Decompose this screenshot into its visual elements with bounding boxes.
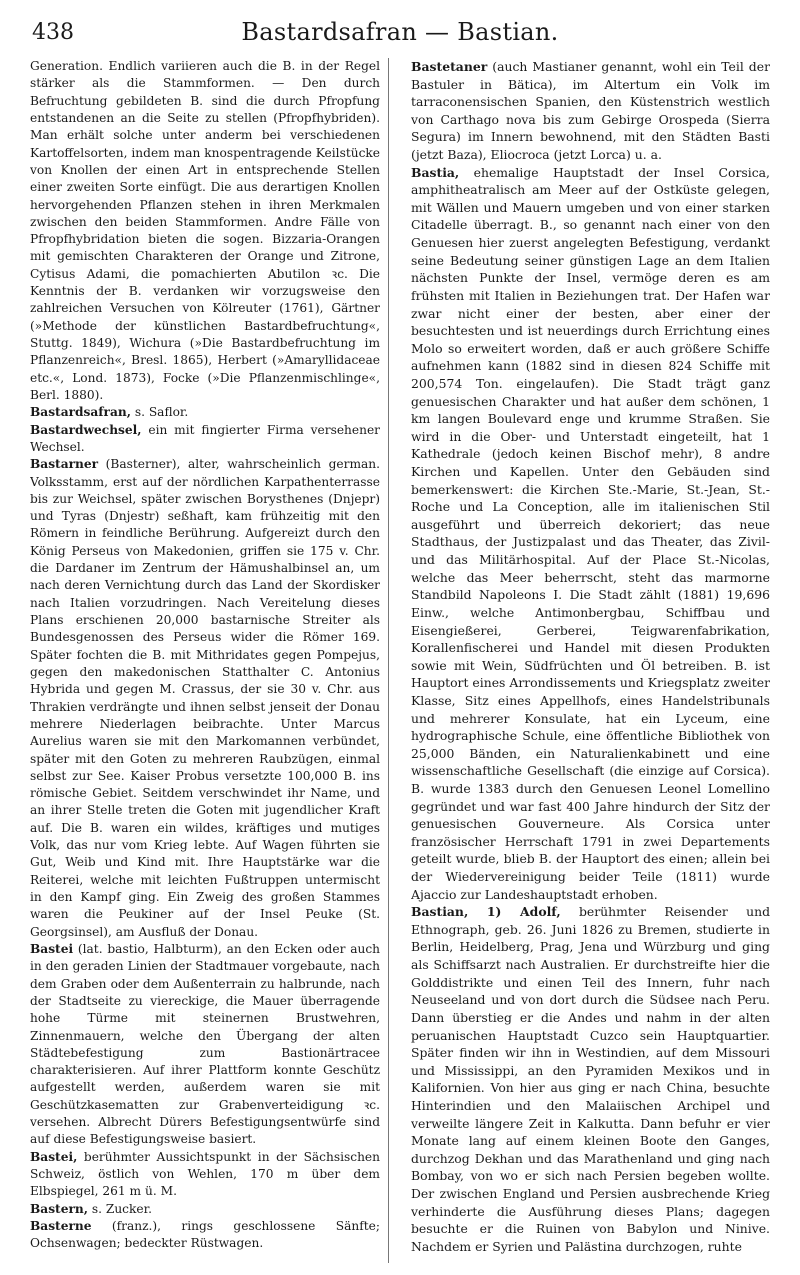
entry-text: (lat. bastio, Halbturm), an den Ecken oder auch in den geraden Linien der Stadtmauer vorgebaute, nach dem Graben oder dem Außenterrain zu halbrunde, nach der Stadtseite zu viereckige, die Mauer überragende hohe Türme mit steinernen Brustwehren, Zinnenmauern, welche den Übergang der alten Städtebefestigung zum Bastionärtracee charakterisieren. Auf ihrer Plattform konnte Geschütz aufgestellt werden, außerdem waren sie mit Geschützkasematten zur Grabenverteidigung ꝛc. versehen. Albrecht Dürers Befestigungsentwürfe sind auf diese Befestigungsweise basiert. xyxy=(30,941,380,1147)
entry-text: s. Zucker. xyxy=(87,1201,152,1216)
dictionary-entry xyxy=(411,903,770,1255)
dictionary-entry xyxy=(30,456,380,941)
entry-text: Generation. Endlich variieren auch die B. in der Regel stärker als die Stammformen. — Den durch Befruchtung gebildeten B. sind die durch Pfropfung entstandenen an die Seite zu stellen (Pfropfhybriden). Man erhält solche unter anderm bei verschiedenen Kartoffelsorten, indem man knospentragende Keilstücke von Knollen der einen Art in entsprechende Stellen einer zweiten Sorte einfügt. Die aus derartigen Knollen hervorgehenden Pflanzen stehen in ihren Merkmalen zwischen den beiden Stammformen. Andre Fälle von Pfropfhybridation bieten die sogen. Bizzaria-Orangen mit gemischten Charakteren der Orange und Zitrone, Cytisus Adami, die pomachierten Abutilon ꝛc. Die Kenntnis der B. verdanken wir vorzugsweise den zahlreichen Versuchen von Kölreuter (1761), Gärtner (»Methode der künstlichen Bastardbefruchtung«, Stuttg. 1849), Wichura (»Die Bastardbefruchtung im Pflanzenreich«, Bresl. 1865), Herbert (»Amaryllidaceae etc.«, Lond. 1873), Focke (»Die Pflanzenmischlinge«, Berl. 1880). xyxy=(30,59,380,402)
entry-headword: Bastern, xyxy=(30,1201,88,1216)
entry-headword: Basterne xyxy=(30,1218,92,1233)
entry-text: ein mit fingierter Firma versehener Wechsel. xyxy=(30,422,380,454)
dictionary-entry xyxy=(30,1218,380,1253)
left-column xyxy=(30,58,389,1263)
entry-headword: Bastian, xyxy=(411,904,469,920)
entry-text: berühmter Reisender und Ethnograph, geb. 26. Juni 1826 zu Bremen, studierte in Berlin, Heidelberg, Prag, Jena und Würzburg und ging als Schiffsarzt nach Australien. Er durchstreifte hier die Golddistrikte und einen Teil des Innern, fuhr nach Neuseeland und von dort durch die Südsee nach Peru. Dann überstieg er die Andes und nahm in der alten peruanischen Hauptstadt Cuzco sein Hauptquartier. Später finden wir ihn in Westindien, auf dem Missouri und Mississippi, an den Pyramiden Mexikos und in Kalifornien. Von hier aus ging er nach China, besuchte Hinterindien und den Malaiischen Archipel und verweilte längere Zeit in Kalkutta. Dann befuhr er vier Monate lang auf einem kleinen Boote den Ganges, durchzog Dekhan und das Marathenland und ging nach Bombay, von wo er sich nach Persien begeben wollte. Der zwischen England und Persien ausbrechende Krieg verhinderte die Ausführung dieses Plans; dagegen besuchte er die Ruinen von Babylon und Ninive. Nachdem er Syrien und Palästina durchzogen, ruhte xyxy=(411,904,770,1254)
text-columns xyxy=(30,58,770,1263)
entry-headword: Bastardsafran, xyxy=(30,405,131,420)
entry-headword: Bastarner xyxy=(30,457,99,472)
entry-headword: Bastetaner xyxy=(411,59,488,74)
entry-text: s. Saflor. xyxy=(130,405,189,420)
page-number: 438 xyxy=(32,20,74,45)
dictionary-entry xyxy=(411,164,770,904)
entry-text: (franz.), rings geschlossene Sänfte; Ochsenwagen; bedeckter Rüstwagen. xyxy=(30,1218,380,1251)
dictionary-entry xyxy=(30,1149,380,1201)
dictionary-entry xyxy=(411,58,770,164)
entry-headword: Bastardwechsel, xyxy=(30,422,142,437)
dictionary-entry xyxy=(30,58,380,404)
dictionary-entry xyxy=(30,422,380,457)
dictionary-entry xyxy=(30,1201,380,1218)
entry-text: (auch Mastianer genannt, wohl ein Teil der Bastuler in Bätica), im Altertum ein Volk im tarraconensischen Spanien, den Küstenstrich westlich von Carthago nova bis zum Gebirge Orospeda (Sierra Segura) im Innern bewohnend, mit den Städten Basti (jetzt Baza), Eliocroca (jetzt Lorca) u. a. xyxy=(411,59,770,163)
entry-headword: Bastei xyxy=(30,941,74,956)
right-column xyxy=(411,58,770,1263)
entry-headword: Bastia, xyxy=(411,164,460,180)
entry-subhead: 1) Adolf, xyxy=(468,904,561,920)
page-header xyxy=(26,14,774,48)
running-title: Bastardsafran — Bastian. xyxy=(241,18,559,46)
entry-text: berühmter Aussichtspunkt in der Sächsischen Schweiz, östlich von Wehlen, 170 m über dem Elbspiegel, 261 m ü. M. xyxy=(30,1149,380,1199)
entry-text: ehemalige Hauptstadt der Insel Corsica, amphitheatralisch am Meer auf der Ostküste gelegen, mit Wällen und Mauern umgeben und von einer starken Citadelle überragt. B., so genannt nach einer von den Genuesen hier zuerst angelegten Befestigung, verdankt seine Bedeutung seiner günstigen Lage an dem Italien nächsten Punkte der Insel, vermöge deren es am frühsten mit Italien in Beziehungen trat. Der Hafen war zwar nicht einer der besten, aber einer der besuchtesten und ist neuerdings durch Errichtung eines Molo so erweitert worden, daß er auch größere Schiffe aufnehmen kann (1882 sind in diesen 824 Schiffe mit 200,574 Ton. eingelaufen). Die Stadt trägt ganz genuesischen Charakter und hat außer dem schönen, 1 km langen Boulevard enge und krumme Straßen. Sie wird in die Ober- und Unterstadt eingeteilt, hat 1 Kathedrale (jedoch keinen Bischof mehr), 8 andre Kirchen und Kapellen. Unter den Gebäuden sind bemerkenswert: die Kirchen Ste.-Marie, St.-Jean, St.-Roche und La Conception, alle im italienischen Stil ausgeführt und überreich dekoriert; das neue Stadthaus, der Justizpalast und das Theater, das Zivil- und das Militärhospital. Auf der Place St.-Nicolas, welche das Meer beherrscht, steht das marmorne Standbild Napoleons I. Die Stadt zählt (1881) 19,696 Einw., welche Antimonbergbau, Schiffbau und Eisengießerei, Gerberei, Teigwarenfabrikation, Korallenfischerei und Handel mit diesen Produkten sowie mit Wein, Südfrüchten und Öl betreiben. B. ist Hauptort eines Arrondissements und Kriegsplatz zweiter Klasse, Sitz eines Appellhofs, eines Handelstribunals und mehrerer Konsulate, hat ein Lyceum, eine hydrographische Schule, eine öffentliche Bibliothek von 25,000 Bänden, ein Naturalienkabinett und eine wissenschaftliche Gesellschaft (die einzige auf Corsica). B. wurde 1383 durch den Genuesen Leonel Lomellino gegründet und war fast 400 Jahre hindurch der Sitz der genuesischen Gouverneure. Als Corsica unter französischer Herrschaft 1791 in zwei Departements geteilt wurde, blieb B. der Hauptort des einen; allein bei der Wiedervereinigung beider Teile (1811) wurde Ajaccio zur Landeshauptstadt erhoben. xyxy=(411,164,770,902)
entry-headword: Bastei, xyxy=(30,1149,78,1164)
dictionary-entry xyxy=(30,404,380,421)
dictionary-entry xyxy=(30,941,380,1149)
entry-text: (Basterner), alter, wahrscheinlich german. Volksstamm, erst auf der nördlichen Karpathenterrasse bis zur Weichsel, später zwischen Borysthenes (Dnjepr) und Tyras (Dnjestr) seßhaft, kam frühzeitig mit den Römern in feindliche Berührung. Aufgereizt durch den König Perseus von Makedonien, griffen sie 175 v. Chr. die Dardaner im Zentrum der Hämushalbinsel an, um nach deren Vernichtung durch das Land der Skordisker nach Italien vorzudringen. Nach Vereitelung dieses Plans erschienen 20,000 bastarnische Streiter als Bundesgenossen des Perseus wider die Römer 169. Später fochten die B. mit Mithridates gegen Pompejus, gegen den makedonischen Statthalter C. Antonius Hybrida und gegen M. Crassus, der sie 30 v. Chr. aus Thrakien verdrängte und ihnen selbst jenseit der Donau mehrere Niederlagen beibrachte. Unter Marcus Aurelius waren sie mit den Markomannen verbündet, später mit den Goten zu mehreren Raubzügen, einmal selbst zur See. Kaiser Probus versetzte 100,000 B. ins römische Gebiet. Seitdem verschwindet ihr Name, und an ihrer Stelle treten die Goten mit jugendlicher Kraft auf. Die B. waren ein wildes, kräftiges und mutiges Volk, das nur vom Krieg lebte. Auf Wagen führten sie Gut, Weib und Kind mit. Ihre Hauptstärke war die Reiterei, welche mit leichten Fußtruppen untermischt in den Kampf ging. Ein Zweig des großen Stammes waren die Peukiner auf der Insel Peuke (St. Georgsinsel), am Ausfluß der Donau. xyxy=(30,457,380,939)
